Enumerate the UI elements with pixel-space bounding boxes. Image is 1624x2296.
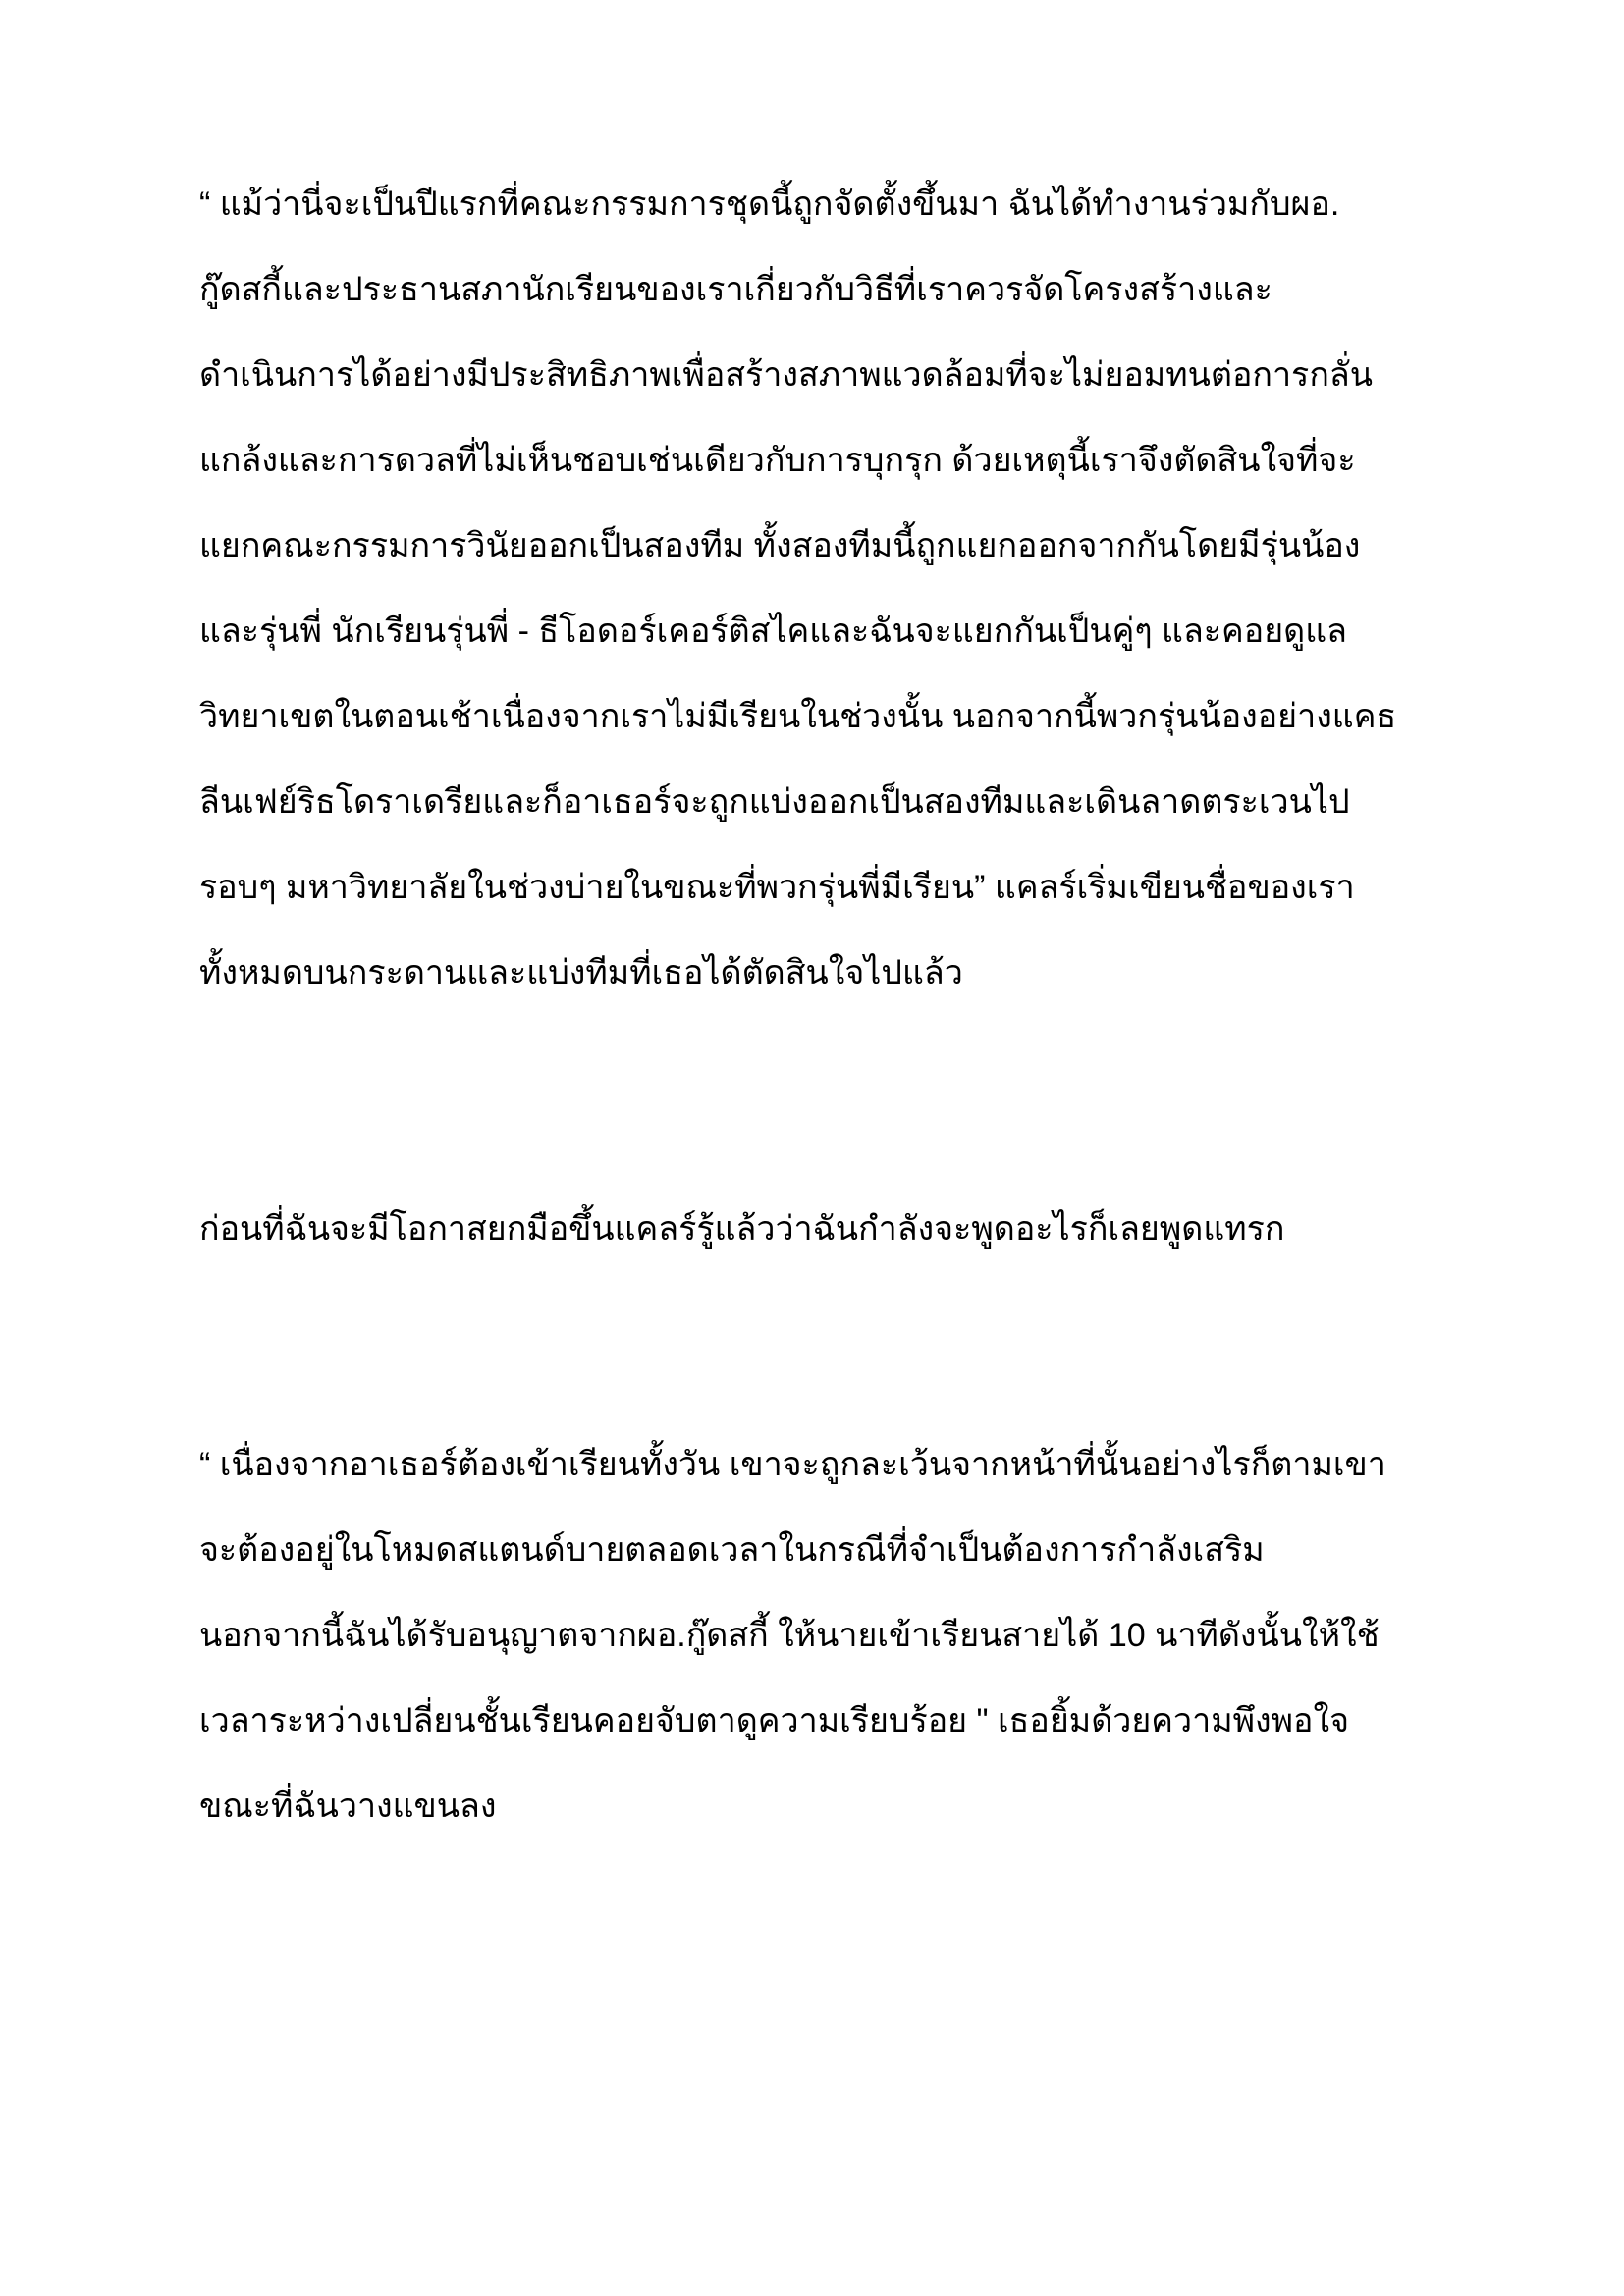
paragraph-line: นอกจากนี้ฉันได้รับอนุญาตจากผอ.กู๊ดสกี้ ให้นายเข้าเรียนสายได้ 10 นาทีดังนั้นให้ใช้	[199, 1617, 1380, 1654]
paragraph-line: ก่อนที่ฉันจะมีโอกาสยกมือขึ้นแคลร์รู้แล้วว่าฉันกำลังจะพูดอะไรก็เลยพูดแทรก	[199, 1210, 1285, 1248]
paragraph-line: “ แม้ว่านี่จะเป็นปีแรกที่คณะกรรมการชุดนี้ถูกจัดตั้งขึ้นมา ฉันได้ทำงานร่วมกับผอ.	[199, 186, 1340, 223]
paragraph-line: แกล้งและการดวลที่ไม่เห็นชอบเช่นเดียวกับการบุกรุก ด้วยเหตุนี้เราจึงตัดสินใจที่จะ	[199, 442, 1356, 479]
paragraph-line: ทั้งหมดบนกระดานและแบ่งทีมที่เธอได้ตัดสินใจไปแล้ว	[199, 954, 963, 991]
paragraph-line: กู๊ดสกี้และประธานสภานักเรียนของเราเกี่ยวกับวิธีที่เราควรจัดโครงสร้างและ	[199, 271, 1272, 308]
paragraph-line: ขณะที่ฉันวางแขนลง	[199, 1788, 497, 1825]
paragraph-line: รอบๆ มหาวิทยาลัยในช่วงบ่ายในขณะที่พวกรุ่นพี่มีเรียน” แคลร์เริ่มเขียนชื่อของเรา	[199, 869, 1355, 906]
paragraph-line: และรุ่นพี่ นักเรียนรุ่นพี่ - ธีโอดอร์เคอร์ติสไคและฉันจะแยกกันเป็นคู่ๆ และคอยดูแล	[199, 613, 1347, 650]
paragraph-line: วิทยาเขตในตอนเช้าเนื่องจากเราไม่มีเรียนในช่วงนั้น นอกจากนี้พวกรุ่นน้องอย่างแคธ	[199, 698, 1397, 735]
paragraph-line: ดำเนินการได้อย่างมีประสิทธิภาพเพื่อสร้างสภาพแวดล้อมที่จะไม่ยอมทนต่อการกลั่น	[199, 356, 1373, 394]
paragraph-line: แยกคณะกรรมการวินัยออกเป็นสองทีม ทั้งสองทีมนี้ถูกแยกออกจากกันโดยมีรุ่นน้อง	[199, 527, 1361, 564]
paragraph-line: ลีนเฟย์ริธโดราเดรียและก็อาเธอร์จะถูกแบ่งออกเป็นสองทีมและเดินลาดตระเวนไป	[199, 783, 1350, 821]
paragraph-line: เวลาระหว่างเปลี่ยนชั้นเรียนคอยจับตาดูความเรียบร้อย " เธอยิ้มด้วยความพึงพอใจ	[199, 1702, 1349, 1739]
paragraph-line: “ เนื่องจากอาเธอร์ต้องเข้าเรียนทั้งวัน เขาจะถูกละเว้นจากหน้าที่นั้นอย่างไรก็ตามเขา	[199, 1446, 1386, 1483]
paragraph-line: จะต้องอยู่ในโหมดสแตนด์บายตลอดเวลาในกรณีที่จำเป็นต้องการกำลังเสริม	[199, 1531, 1265, 1569]
